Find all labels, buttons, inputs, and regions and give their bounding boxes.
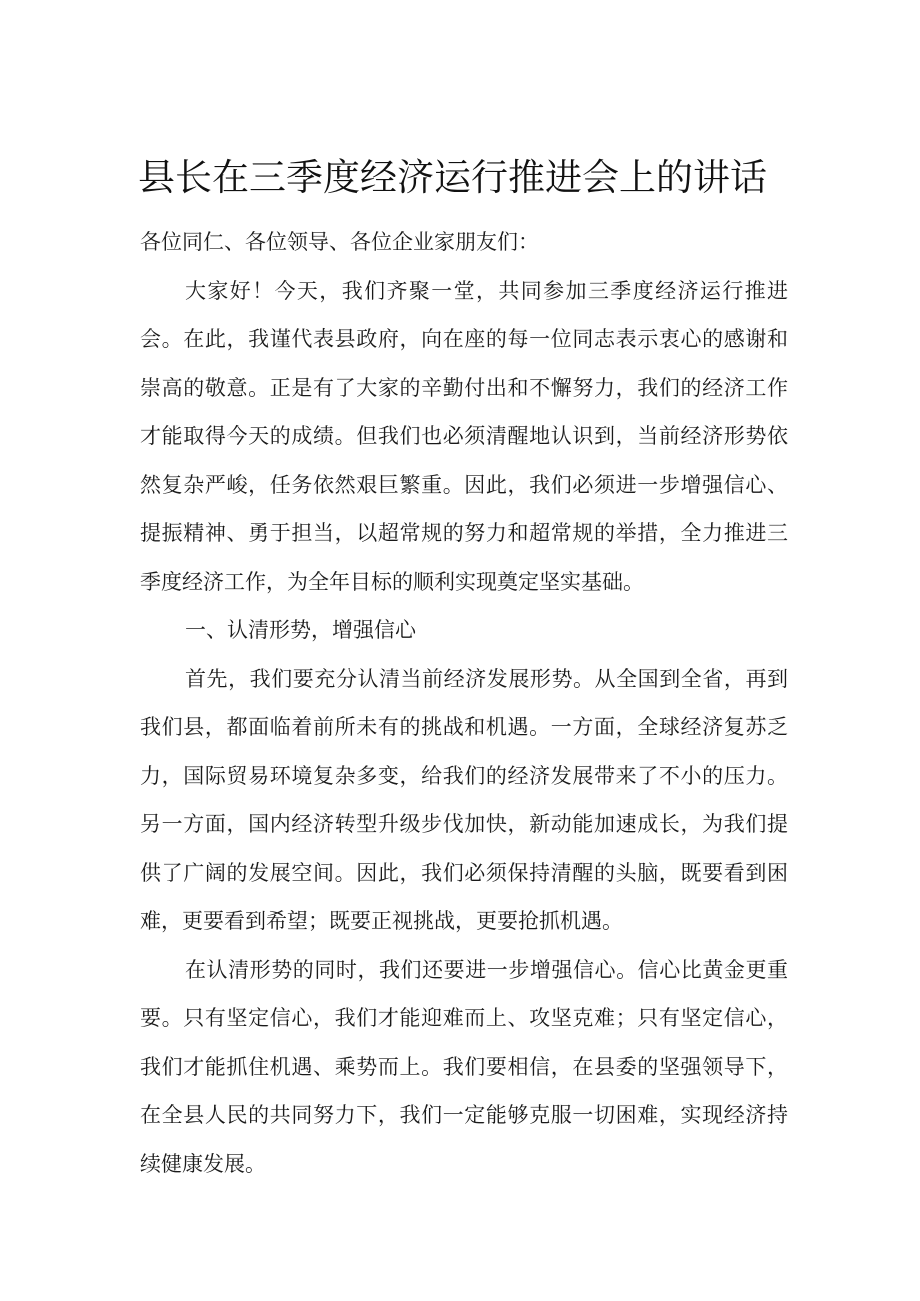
- page-title: 县长在三季度经济运行推进会上的讲话: [138, 156, 767, 199]
- document-body: [140, 218, 788, 1188]
- section-heading: 一、认清形势，增强信心: [185, 618, 416, 642]
- paragraph-situation: 首先，我们要充分认清当前经济发展形势。从全国到全省，再到我们县，都面临着前所未有的挑战和机遇。一方面，全球经济复苏乏力，国际贸易环境复杂多变，给我们的经济发展带来了不小的压力。另一方面，国内经济转型升级步伐加快，新动能加速成长，为我们提供了广阔的发展空间。因此，我们必须保持清醒的头脑，既要看到困难，更要看到希望；既要正视挑战，更要抢抓机遇。: [140, 666, 788, 933]
- salutation: 各位同仁、各位领导、各位企业家朋友们：: [140, 230, 539, 254]
- paragraph-confidence: 在认清形势的同时，我们还要进一步增强信心。信心比黄金更重要。只有坚定信心，我们才能迎难而上、攻坚克难；只有坚定信心，我们才能抓住机遇、乘势而上。我们要相信，在县委的坚强领导下，在全县人民的共同努力下，我们一定能够克服一切困难，实现经济持续健康发展。: [140, 957, 788, 1176]
- paragraph-opening: 大家好！今天，我们齐聚一堂，共同参加三季度经济运行推进会。在此，我谨代表县政府，向在座的每一位同志表示衷心的感谢和崇高的敬意。正是有了大家的辛勤付出和不懈努力，我们的经济工作才能取得今天的成绩。但我们也必须清醒地认识到，当前经济形势依然复杂严峻，任务依然艰巨繁重。因此，我们必须进一步增强信心、提振精神、勇于担当，以超常规的努力和超常规的举措，全力推进三季度经济工作，为全年目标的顺利实现奠定坚实基础。: [140, 278, 788, 594]
